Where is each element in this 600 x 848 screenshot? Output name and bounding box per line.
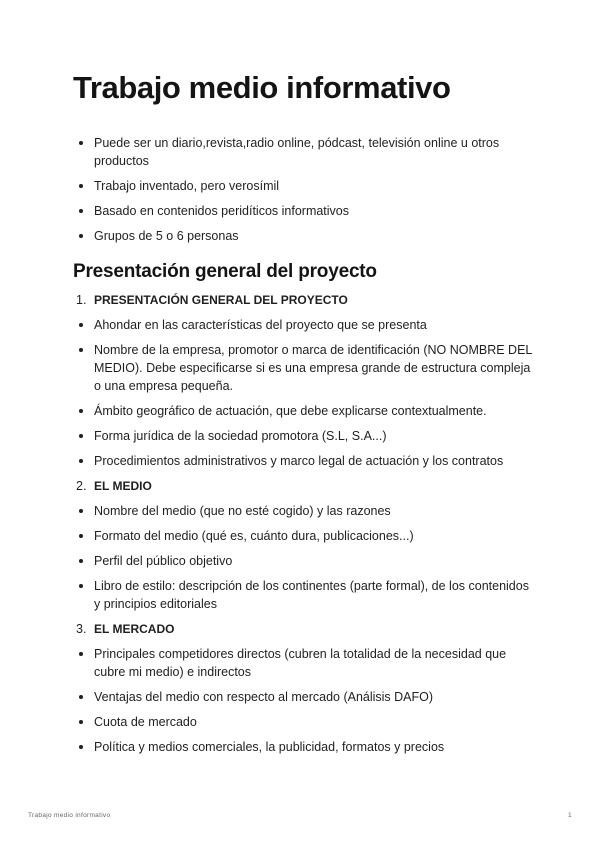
list-item: Cuota de mercado [73, 713, 533, 731]
bullet-icon [79, 584, 83, 588]
bullet-icon [79, 695, 83, 699]
list-item: Principales competidores directos (cubren la totalidad de la necesidad que cubre mi medio) e indirectos [73, 645, 533, 681]
bullet-icon [79, 409, 83, 413]
bullet-icon [79, 184, 83, 188]
list-item: Forma jurídica de la sociedad promotora (S.L, S.A...) [73, 427, 533, 445]
bullet-icon [79, 559, 83, 563]
bullet-icon [79, 720, 83, 724]
list-item: Perfil del público objetivo [73, 552, 533, 570]
bullet-icon [79, 534, 83, 538]
bullet-icon [79, 745, 83, 749]
bullet-icon [79, 459, 83, 463]
bullet-icon [79, 652, 83, 656]
list-item: Procedimientos administrativos y marco legal de actuación y los contratos [73, 452, 533, 470]
list-item: Nombre de la empresa, promotor o marca de identificación (NO NOMBRE DEL MEDIO). Debe especificarse si es una empresa grande de estructura compleja o una empresa pequeña. [73, 341, 533, 395]
bullet-icon [79, 209, 83, 213]
page-title: Trabajo medio informativo [73, 70, 451, 105]
list-item: Política y medios comerciales, la publicidad, formatos y precios [73, 738, 533, 756]
numbered-heading-1: 1. PRESENTACIÓN GENERAL DEL PROYECTO [76, 293, 348, 307]
numbered-heading-3: 3. EL MERCADO [76, 622, 175, 636]
list-item: Grupos de 5 o 6 personas [73, 227, 533, 245]
list-item: Basado en contenidos peridíticos informativos [73, 202, 533, 220]
list-item: Ámbito geográfico de actuación, que debe explicarse contextualmente. [73, 402, 533, 420]
bullet-icon [79, 141, 83, 145]
list-item: Formato del medio (qué es, cuánto dura, publicaciones...) [73, 527, 533, 545]
bullet-icon [79, 509, 83, 513]
numbered-heading-2: 2. EL MEDIO [76, 479, 152, 493]
list-item: Ventajas del medio con respecto al mercado (Análisis DAFO) [73, 688, 533, 706]
list-item: Trabajo inventado, pero verosímil [73, 177, 533, 195]
section-content [73, 291, 533, 763]
bullet-icon [79, 348, 83, 352]
bullet-icon [79, 434, 83, 438]
list-item: Ahondar en las características del proyecto que se presenta [73, 316, 533, 334]
list-item: Nombre del medio (que no esté cogido) y las razones [73, 502, 533, 520]
footer-title: Trabajo medio informativo [28, 812, 111, 819]
list-item: Libro de estilo: descripción de los continentes (parte formal), de los contenidos y principios editoriales [73, 577, 533, 613]
bullet-icon [79, 323, 83, 327]
page-number: 1 [568, 812, 572, 819]
intro-list [73, 134, 533, 252]
list-item: Puede ser un diario,revista,radio online, pódcast, televisión online u otros productos [73, 134, 533, 170]
section-title: Presentación general del proyecto [73, 261, 377, 282]
bullet-icon [79, 234, 83, 238]
